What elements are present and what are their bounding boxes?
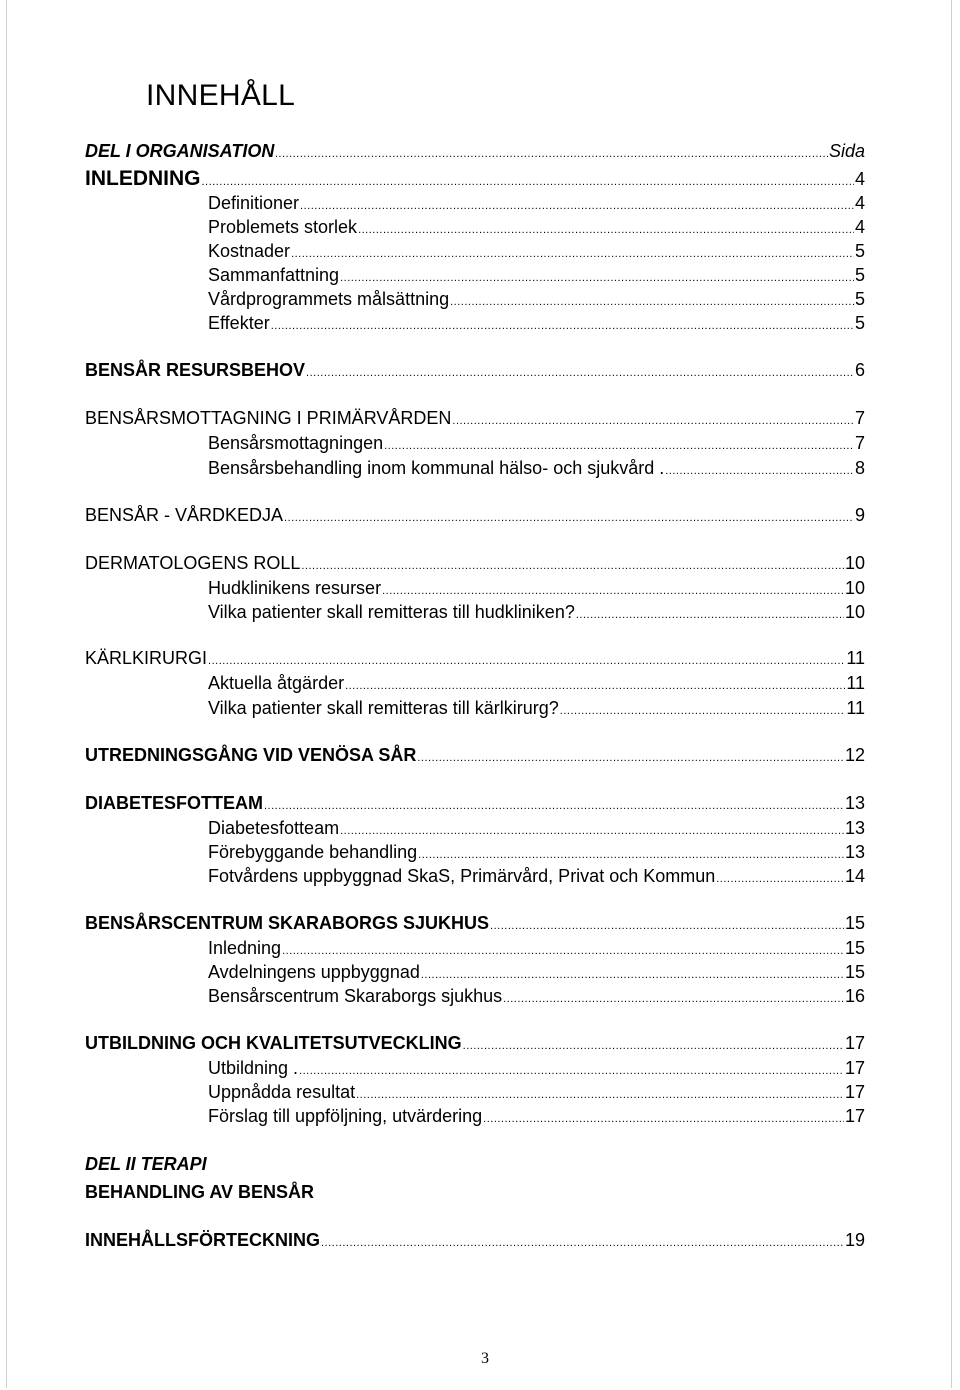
toc-entry-text: INNEHÅLLSFÖRTECKNING bbox=[85, 1230, 320, 1250]
toc-entry[interactable] bbox=[208, 986, 865, 1007]
toc-entry[interactable] bbox=[208, 193, 865, 214]
dot-leader bbox=[503, 993, 844, 1005]
page-number: 3 bbox=[481, 1350, 489, 1367]
toc-page-number: 12 bbox=[844, 745, 865, 765]
part-2-heading: DEL II TERAPI bbox=[85, 1154, 207, 1174]
toc-entry-text: Förslag till uppföljning, utvärdering bbox=[208, 1106, 483, 1126]
toc-entry[interactable] bbox=[85, 913, 865, 934]
toc-entry[interactable] bbox=[85, 553, 865, 574]
dot-leader bbox=[716, 873, 844, 885]
toc-page-number: 17 bbox=[844, 1106, 865, 1126]
toc-entry[interactable] bbox=[208, 938, 865, 959]
toc-page-label: Sida bbox=[828, 141, 865, 161]
dot-leader bbox=[452, 415, 854, 427]
toc-entry-text: DIABETESFOTTEAM bbox=[85, 793, 263, 813]
toc-entry-text: Utbildning . bbox=[208, 1058, 299, 1078]
toc-page-number: 8 bbox=[854, 458, 865, 478]
toc-entry[interactable] bbox=[208, 866, 865, 887]
toc-page-number: 15 bbox=[844, 962, 865, 982]
toc-entry-text: DERMATOLOGENS ROLL bbox=[85, 553, 301, 573]
toc-page-number: 4 bbox=[854, 193, 865, 213]
toc-entry-text: Sammanfattning bbox=[208, 265, 340, 285]
toc-entry-text: Förebyggande behandling bbox=[208, 842, 418, 862]
toc-entry-text: BENSÅRSMOTTAGNING I PRIMÄRVÅRDEN bbox=[85, 408, 452, 428]
toc-page-number: 14 bbox=[844, 866, 865, 886]
toc-page-number: 17 bbox=[844, 1082, 865, 1102]
toc-entry-text: Vårdprogrammets målsättning bbox=[208, 289, 450, 309]
toc-page-number: 4 bbox=[854, 169, 865, 189]
toc-page-number: 7 bbox=[854, 408, 865, 428]
toc-entry-text: Hudklinikens resurser bbox=[208, 578, 382, 598]
dot-leader bbox=[271, 320, 854, 332]
toc-page-number: 5 bbox=[854, 313, 865, 333]
dot-leader bbox=[208, 655, 845, 667]
toc-entry-text: BENSÅR RESURSBEHOV bbox=[85, 360, 306, 380]
dot-leader bbox=[321, 1237, 844, 1249]
dot-leader bbox=[300, 200, 854, 212]
toc-page-number: 17 bbox=[844, 1033, 865, 1053]
toc-page-number: 15 bbox=[844, 913, 865, 933]
toc-entry[interactable] bbox=[85, 505, 865, 526]
toc-page-number: 11 bbox=[846, 698, 865, 718]
toc-entry[interactable] bbox=[208, 217, 865, 238]
dot-leader bbox=[291, 248, 854, 260]
toc-page-number: 17 bbox=[844, 1058, 865, 1078]
dot-leader bbox=[463, 1040, 844, 1052]
toc-page-number: 15 bbox=[844, 938, 865, 958]
toc-entry[interactable] bbox=[85, 793, 865, 814]
dot-leader bbox=[417, 752, 844, 764]
page-title: INNEHÅLL bbox=[146, 79, 296, 112]
dot-leader bbox=[275, 148, 828, 160]
toc-page-number: 19 bbox=[844, 1230, 865, 1250]
toc-entry-text: Aktuella åtgärder bbox=[208, 673, 345, 693]
toc-entry-text: Kostnader bbox=[208, 241, 291, 261]
toc-page-number: 16 bbox=[844, 986, 865, 1006]
toc-entry-text: UTREDNINGSGÅNG VID VENÖSA SÅR bbox=[85, 745, 417, 765]
toc-entry-text: BENSÅRSCENTRUM SKARABORGS SJUKHUS bbox=[85, 913, 490, 933]
toc-page-number: 11 bbox=[846, 648, 865, 668]
toc-entry-text: Bensårsmottagningen bbox=[208, 433, 384, 453]
toc-entry[interactable] bbox=[208, 313, 865, 334]
dot-leader bbox=[384, 440, 854, 452]
toc-entry[interactable] bbox=[208, 265, 865, 286]
toc-entry[interactable] bbox=[85, 1230, 865, 1251]
toc-entry-text: Vilka patienter skall remitteras till hudkliniken? bbox=[208, 602, 575, 622]
dot-leader bbox=[340, 272, 854, 284]
toc-entry[interactable] bbox=[208, 698, 865, 719]
toc-entry[interactable] bbox=[208, 241, 865, 262]
toc-entry-text: Bensårscentrum Skaraborgs sjukhus bbox=[208, 986, 503, 1006]
dot-leader bbox=[202, 176, 854, 188]
dot-leader bbox=[264, 800, 844, 812]
toc-entry-text: UTBILDNING OCH KVALITETSUTVECKLING bbox=[85, 1033, 462, 1053]
dot-leader bbox=[418, 849, 844, 861]
toc-entry[interactable] bbox=[208, 1106, 865, 1127]
dot-leader bbox=[358, 224, 854, 236]
toc-entry[interactable] bbox=[85, 408, 865, 429]
toc-entry[interactable] bbox=[208, 289, 865, 310]
toc-page-number: 5 bbox=[854, 265, 865, 285]
toc-page-number: 6 bbox=[854, 360, 865, 380]
toc-entry[interactable] bbox=[85, 745, 865, 766]
toc-page-number: 5 bbox=[854, 289, 865, 309]
dot-leader bbox=[356, 1089, 844, 1101]
toc-entry[interactable] bbox=[85, 360, 865, 381]
toc-page-number: 10 bbox=[844, 602, 865, 622]
toc-entry-text: Fotvårdens uppbyggnad SkaS, Primärvård, Privat och Kommun bbox=[208, 866, 716, 886]
toc-page-number: 10 bbox=[844, 578, 865, 598]
toc-entry[interactable] bbox=[85, 648, 865, 669]
toc-page-number: 7 bbox=[854, 433, 865, 453]
toc-page-number: 4 bbox=[854, 217, 865, 237]
toc-entry-text: BENSÅR - VÅRDKEDJA bbox=[85, 505, 284, 525]
dot-leader bbox=[306, 367, 854, 379]
toc-entry[interactable] bbox=[208, 962, 865, 983]
toc-entry[interactable] bbox=[208, 818, 865, 839]
toc-entry[interactable] bbox=[208, 1058, 865, 1079]
toc-part-heading bbox=[85, 141, 865, 162]
toc-entry-text: INLEDNING bbox=[85, 167, 201, 190]
dot-leader bbox=[382, 585, 844, 597]
toc-entry-text: KÄRLKIRURGI bbox=[85, 648, 208, 668]
toc-entry-text: Inledning bbox=[208, 938, 282, 958]
toc-page-number: 9 bbox=[854, 505, 865, 525]
dot-leader bbox=[560, 705, 846, 717]
dot-leader bbox=[576, 609, 844, 621]
toc-entry[interactable] bbox=[208, 433, 865, 454]
toc-entry[interactable] bbox=[85, 1033, 865, 1054]
dot-leader bbox=[284, 512, 854, 524]
toc-entry-text: Avdelningens uppbyggnad bbox=[208, 962, 420, 982]
toc-page-number: 13 bbox=[844, 842, 865, 862]
toc-entry-text: Effekter bbox=[208, 313, 270, 333]
toc-page-number: 10 bbox=[844, 553, 865, 573]
toc-entry[interactable] bbox=[208, 842, 865, 863]
toc-entry[interactable] bbox=[208, 458, 865, 479]
toc-entry[interactable] bbox=[208, 1082, 865, 1103]
toc-entry-text: DEL I ORGANISATION bbox=[85, 141, 275, 161]
toc-entry-text: Diabetesfotteam bbox=[208, 818, 340, 838]
toc-entry[interactable] bbox=[85, 167, 865, 191]
toc-page-number: 13 bbox=[844, 818, 865, 838]
dot-leader bbox=[421, 969, 844, 981]
dot-leader bbox=[450, 296, 854, 308]
dot-leader bbox=[345, 680, 845, 692]
dot-leader bbox=[490, 920, 844, 932]
toc-entry-text: Vilka patienter skall remitteras till kärlkirurg? bbox=[208, 698, 559, 718]
dot-leader bbox=[483, 1113, 844, 1125]
toc-entry[interactable] bbox=[208, 673, 865, 694]
toc-entry[interactable] bbox=[208, 602, 865, 623]
dot-leader bbox=[665, 465, 854, 477]
toc-page-number: 11 bbox=[846, 673, 865, 693]
toc-entry-text: Definitioner bbox=[208, 193, 300, 213]
dot-leader bbox=[301, 560, 844, 572]
toc-entry[interactable] bbox=[208, 578, 865, 599]
toc-page-number: 13 bbox=[844, 793, 865, 813]
dot-leader bbox=[340, 825, 844, 837]
dot-leader bbox=[299, 1065, 844, 1077]
part-2-subheading: BEHANDLING AV BENSÅR bbox=[85, 1182, 315, 1202]
toc-entry-text: Bensårsbehandling inom kommunal hälso- och sjukvård . bbox=[208, 458, 665, 478]
toc-entry-text: Uppnådda resultat bbox=[208, 1082, 356, 1102]
toc-entry-text: Problemets storlek bbox=[208, 217, 358, 237]
toc-page-number: 5 bbox=[854, 241, 865, 261]
dot-leader bbox=[282, 945, 844, 957]
